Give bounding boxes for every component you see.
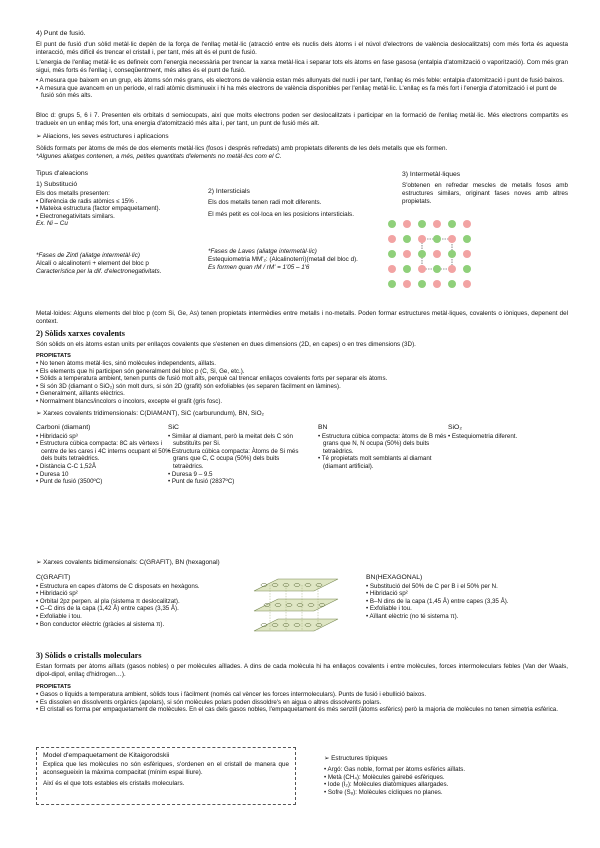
atom-green — [418, 250, 426, 258]
atom-green — [403, 265, 411, 273]
list-item: • Substitució del 50% de C per B i el 50% per N. — [366, 583, 568, 591]
list-item: • Argó: Gas noble, format per àtoms esfèrics aïllats. — [324, 766, 568, 774]
atom-red — [433, 220, 441, 228]
graphite-layer — [254, 619, 338, 631]
note-line: *Fases de Zintl (aliatge intermetàl·lic) — [36, 252, 140, 259]
list-item: • Generalment, aïllants elèctrics. — [36, 390, 568, 398]
properties-label: PROPIETATS — [36, 684, 71, 690]
box-text: Així és el que tots estables els cristalls moleculars. — [43, 779, 185, 787]
list-item: • Gasos o líquids a temperatura ambient, sòlids tous i fàcilment (només cal vèncer les forces intermoleculars). Punts de fusió i ebullició baixos. — [36, 691, 568, 699]
alloy-interstitial-column — [208, 188, 408, 219]
list-item: • No tenen àtoms metàl·lics, sinó molècules independents, aïllats. — [36, 360, 568, 368]
list-item: • Es dissolen en dissolvents orgànics (apolars), si són molècules polars poden dissoldre's en aigua o altres dissolvents polars. — [36, 699, 568, 707]
list-item: • Distància C-C 1,52Å — [36, 463, 172, 471]
list-item: • Estructura en capes d'àtoms de C disposats en hexàgons. — [36, 583, 236, 591]
list-item: • Mateixa estructura (factor empaquetament). — [36, 205, 216, 213]
list-item: • A mesura que baixem en un grup, els àtoms són més grans, els electrons de valència estan més allunyats del nucli i per tant, l'enllaç és més feble: entalpia d'atomització i punt de fusió baixos. — [36, 77, 568, 85]
atom-red — [448, 235, 456, 243]
note-line: Alcalí o alcalinoterri + element del bloc p — [36, 260, 149, 268]
list-item: • Normalment blancs/incolors o incolors, excepte el grafit (gris fosc). — [36, 398, 568, 406]
column-title: SiO₂ — [448, 424, 462, 431]
list-item: • Estequiometria diferent. — [448, 433, 568, 441]
sic-column — [168, 424, 304, 486]
list-item: • Exfoliable i tou. — [366, 605, 568, 613]
note-line: Es formen quan rM / rM' = 1'05 – 1'6 — [208, 264, 310, 272]
bullet-list — [36, 583, 236, 629]
list-item: • Si són 3D (diamant o SiO₂) són molt durs, si són 2D (grafit) són exfoliables (es separen fàcilment en làmines). — [36, 383, 568, 391]
note-line: *Fases de Laves (aliatge intermetàl·lic) — [208, 248, 317, 255]
properties-list — [36, 360, 568, 406]
atom-green — [463, 265, 471, 273]
list-item: • Diferència de radis atòmics ≤ 15% . — [36, 198, 216, 206]
list-item: • Estructura cúbica compacta: 8C als vèrtexs i centre de les cares i 4C interns ocupant el 50% dels buits tetraèdrics. — [36, 440, 172, 463]
list-item: • Bon conductor elèctric (gràcies al sistema π). — [36, 621, 236, 629]
atom-red — [448, 265, 456, 273]
column-title: Carboni (diamant) — [36, 424, 91, 431]
subsection-heading: ➢ Estructures típiques — [324, 755, 388, 762]
bullet-list — [448, 433, 568, 441]
diamond-column — [36, 424, 172, 486]
atom-red — [418, 265, 426, 273]
bullet-list — [36, 77, 568, 100]
graphite-layer — [254, 579, 338, 591]
list-item: • Estructura cúbica compacta: àtoms de B més grans que N, N ocupa (50%) dels buits tetraèdrics. — [318, 433, 448, 456]
bn-column — [318, 424, 448, 471]
box-text: Explica que les molècules no són esfèriques, s'ordenen en el cristall de manera que aconsegueixin la màxima compacitat (mínim espai lliure). — [43, 760, 289, 776]
bullet-list — [324, 766, 568, 796]
note-line: Estequiometria MM'₂: (Alcalinoterri)(metall del bloc d). — [208, 256, 358, 264]
list-item: • Electronegativitats similars. — [36, 213, 216, 221]
paragraph: Sòlids formats per àtoms de més de dos elements metàl·lics (fosos i després refredats) amb propietats diferents de les dels metalls que els formen. — [36, 145, 448, 152]
atom-green — [448, 280, 456, 288]
atom-red — [433, 280, 441, 288]
atom-green — [433, 265, 441, 273]
atom-green — [448, 220, 456, 228]
list-item: • Punt de fusió (3500ºC) — [36, 478, 172, 486]
atom-red — [403, 250, 411, 258]
column-title: C(GRAFIT) — [36, 574, 71, 581]
list-item: • Hibridació sp² — [366, 590, 568, 598]
properties-label: PROPIETATS — [36, 353, 71, 359]
list-item: • Estructura cúbica compacta: Àtoms de Si més grans que C, C ocupa (50%) dels buits tetraèdrics. — [168, 448, 304, 471]
bullet-list — [168, 433, 304, 486]
list-item: • Exfoliable i tou. — [36, 613, 236, 621]
atom-green — [418, 220, 426, 228]
box-title: Model d'empaquetament de Kitaigorodskii — [43, 752, 170, 759]
column-text: S'obtenen en refredar mescles de metalls fosos amb estructures similars, originant fases noves amb altres propietats. — [402, 181, 568, 205]
list-item: • B–N dins de la capa (1,45 Å) entre capes (3,35 Å). — [366, 598, 568, 606]
example-text: Ex. Ni – Cu — [36, 220, 68, 228]
bullet-list — [366, 583, 568, 621]
paragraph: Bloc d: grups 5, 6 i 7. Presenten els orbitals d semiocupats, així que molts electrons poden ser deslocalitzats i participar en la formació de l'enllaç metàl·lic. Més electrons compartits es tradueix en un enllaç més fort, una energia d'atomització més alta i, per tant, un punt de fusió més alt. — [36, 112, 568, 128]
atom-green — [388, 280, 396, 288]
subsection-heading-2d: ➢ Xarxes covalents bidimensionals: C(GRAFIT), BN (hexagonal) — [36, 559, 220, 566]
bullet-list — [36, 198, 216, 221]
atom-red — [463, 250, 471, 258]
column-text: Els dos metalls tenen radi molt diferents. — [208, 198, 322, 206]
atom-red — [403, 220, 411, 228]
alloy-substitution-column — [36, 181, 216, 229]
section-title-covalent: 2) Sòlids xarxes covalents — [36, 329, 125, 338]
note: *Algunes aliatges contenen, a més, petites quantitats d'elements no metàl·lics com el C. — [36, 153, 282, 160]
subsection-heading-3d: ➢ Xarxes covalents tridimensionals: C(DIAMANT), SiC (carburundum), BN, SiO₂ — [36, 410, 265, 417]
sio2-column — [448, 424, 568, 440]
column-title: 3) Intermetàl·liques — [402, 171, 461, 178]
hexagonal-bn-column — [366, 574, 568, 621]
atom-red — [463, 220, 471, 228]
paragraph: Són sòlids on els àtoms estan units per enllaços covalents que s'estenen en dues dimensions (2D, en capes) o en tres dimensions (3D). — [36, 341, 416, 348]
column-title: BN — [318, 424, 328, 431]
atom-green — [463, 235, 471, 243]
list-item: • Aïllant elèctric (no té sistema π). — [366, 613, 568, 621]
graphite-column — [36, 574, 236, 628]
list-item: • Sòlids a temperatura ambient, tenen punts de fusió molt alts, perquè cal trencar enllaços covalents forts per separar els àtoms. — [36, 375, 568, 383]
list-item: • C–C dins de la capa (1,42 Å) entre capes (3,35 Å). — [36, 605, 236, 613]
bullet-list — [318, 433, 448, 471]
column-text: Els dos metalls presenten: — [36, 189, 110, 197]
atom-green — [403, 235, 411, 243]
list-item: • El cristall es forma per empaquetament de molècules. En el cas dels gasos nobles, l'empaquetament és més senzill (àtoms esfèrics) però la majoria de molècules no tenen simetria esfèrica. — [36, 706, 568, 714]
list-item: • Duresa 10 — [36, 471, 172, 479]
alloy-lattice-diagram — [382, 214, 478, 294]
typical-structures — [324, 755, 568, 797]
column-title: 2) Intersticials — [208, 188, 250, 195]
atom-green — [448, 250, 456, 258]
kitaigorodskii-box — [36, 747, 296, 805]
alloy-types-heading: Tipus d'aleacions — [36, 170, 89, 177]
atom-green — [433, 235, 441, 243]
subsection-heading: ➢ Aliacions, les seves estructures i aplicacions — [36, 133, 169, 140]
paragraph: L'energia de l'enllaç metàl·lic es defineix com l'energia necessària per trencar la xarxa metàl·lica i separar tots els àtoms en fase gasosa (entalpia d'atomització o vaporització). Com més gran sigui, més forts és l'enllaç i, conseqüentment, més altes és el punt de fusió. — [36, 59, 568, 75]
list-item: • Punt de fusió (2837ºC) — [168, 478, 304, 486]
paragraph: Estan formats per àtoms aïllats (gasos nobles) o per molècules aïllades. A dins de cada molècula hi ha enllaços covalents i entre molècules, forces intermoleculars febles (Van der Waals, dipol-dipol, enllaç d'hidrogen…). — [36, 663, 568, 679]
list-item: • Metà (CH₄): Molècules gairebé esfèriques. — [324, 774, 568, 782]
note-line: Característica per la dif. d'electronegativitats. — [36, 268, 162, 276]
bullet-list — [36, 433, 172, 486]
atom-green — [388, 220, 396, 228]
paragraph: El punt de fusió d'un sòlid metàl·lic depèn de la força de l'enllaç metàl·lic (atracció entre els nuclis dels àtoms i el núvol d'electrons de valència deslocalitzats) com més forta és aquesta interacció, més difícil és trencar el cristall i, per tant, més alt és el punt de fusió. — [36, 41, 568, 57]
column-title: SiC — [168, 424, 179, 431]
atom-red — [403, 280, 411, 288]
list-item: • Sofre (S₈): Molècules cícliques no planes. — [324, 789, 568, 797]
list-item: • Orbital 2pz perpen. al pla (sistema π deslocalitzat). — [36, 598, 236, 606]
atom-green — [418, 280, 426, 288]
list-item: • Hibridació sp² — [36, 590, 236, 598]
list-item: • Hibridació sp³ — [36, 433, 172, 441]
properties-list — [36, 691, 568, 714]
column-title: BN(HEXAGONAL) — [366, 574, 423, 581]
metalloids-paragraph: Metal·loides: Alguns elements del bloc p (com Si, Ge, As) tenen propietats intermèdies entre metalls i no-metalls. Poden formar estructures metàl·liques, covalents o iòniques, depenent del context. — [36, 310, 568, 326]
list-item: • Duresa 9 – 9.5 — [168, 471, 304, 479]
list-item: • Els elements que hi participen són generalment del bloc p (C, Si, Ge, etc.). — [36, 368, 568, 376]
column-text: El més petit es col·loca en les posicions intersticials. — [208, 210, 354, 218]
atom-green — [388, 250, 396, 258]
atom-red — [433, 250, 441, 258]
alloy-intermetallic-column — [402, 171, 568, 206]
atom-red — [388, 265, 396, 273]
list-item: • Iode (I₂): Molècules diatòmiques allargades. — [324, 781, 568, 789]
atom-red — [388, 235, 396, 243]
zintl-note — [36, 252, 216, 276]
list-item: • Similar al diamant, però la meitat dels C són substituïts per Si. — [168, 433, 304, 448]
section-title-molecular: 3) Sòlids o cristalls moleculars — [36, 651, 142, 660]
column-title: 1) Substitució — [36, 181, 78, 188]
list-item: • A mesura que avancem en un període, el radi atòmic disminueix i hi ha més electrons de valència disponibles per l'enllaç metàl·lic. L'enllaç es fa més fort i l'energia d'atomització i el punt de fusió són més alts. — [36, 85, 568, 100]
graphite-layers-diagram — [248, 571, 342, 643]
atom-red — [463, 280, 471, 288]
atom-red — [418, 235, 426, 243]
list-item: • Té propietats molt semblants al diamant (diamant artificial). — [318, 455, 448, 470]
section-title-melting-point: 4) Punt de fusió. — [36, 30, 86, 37]
